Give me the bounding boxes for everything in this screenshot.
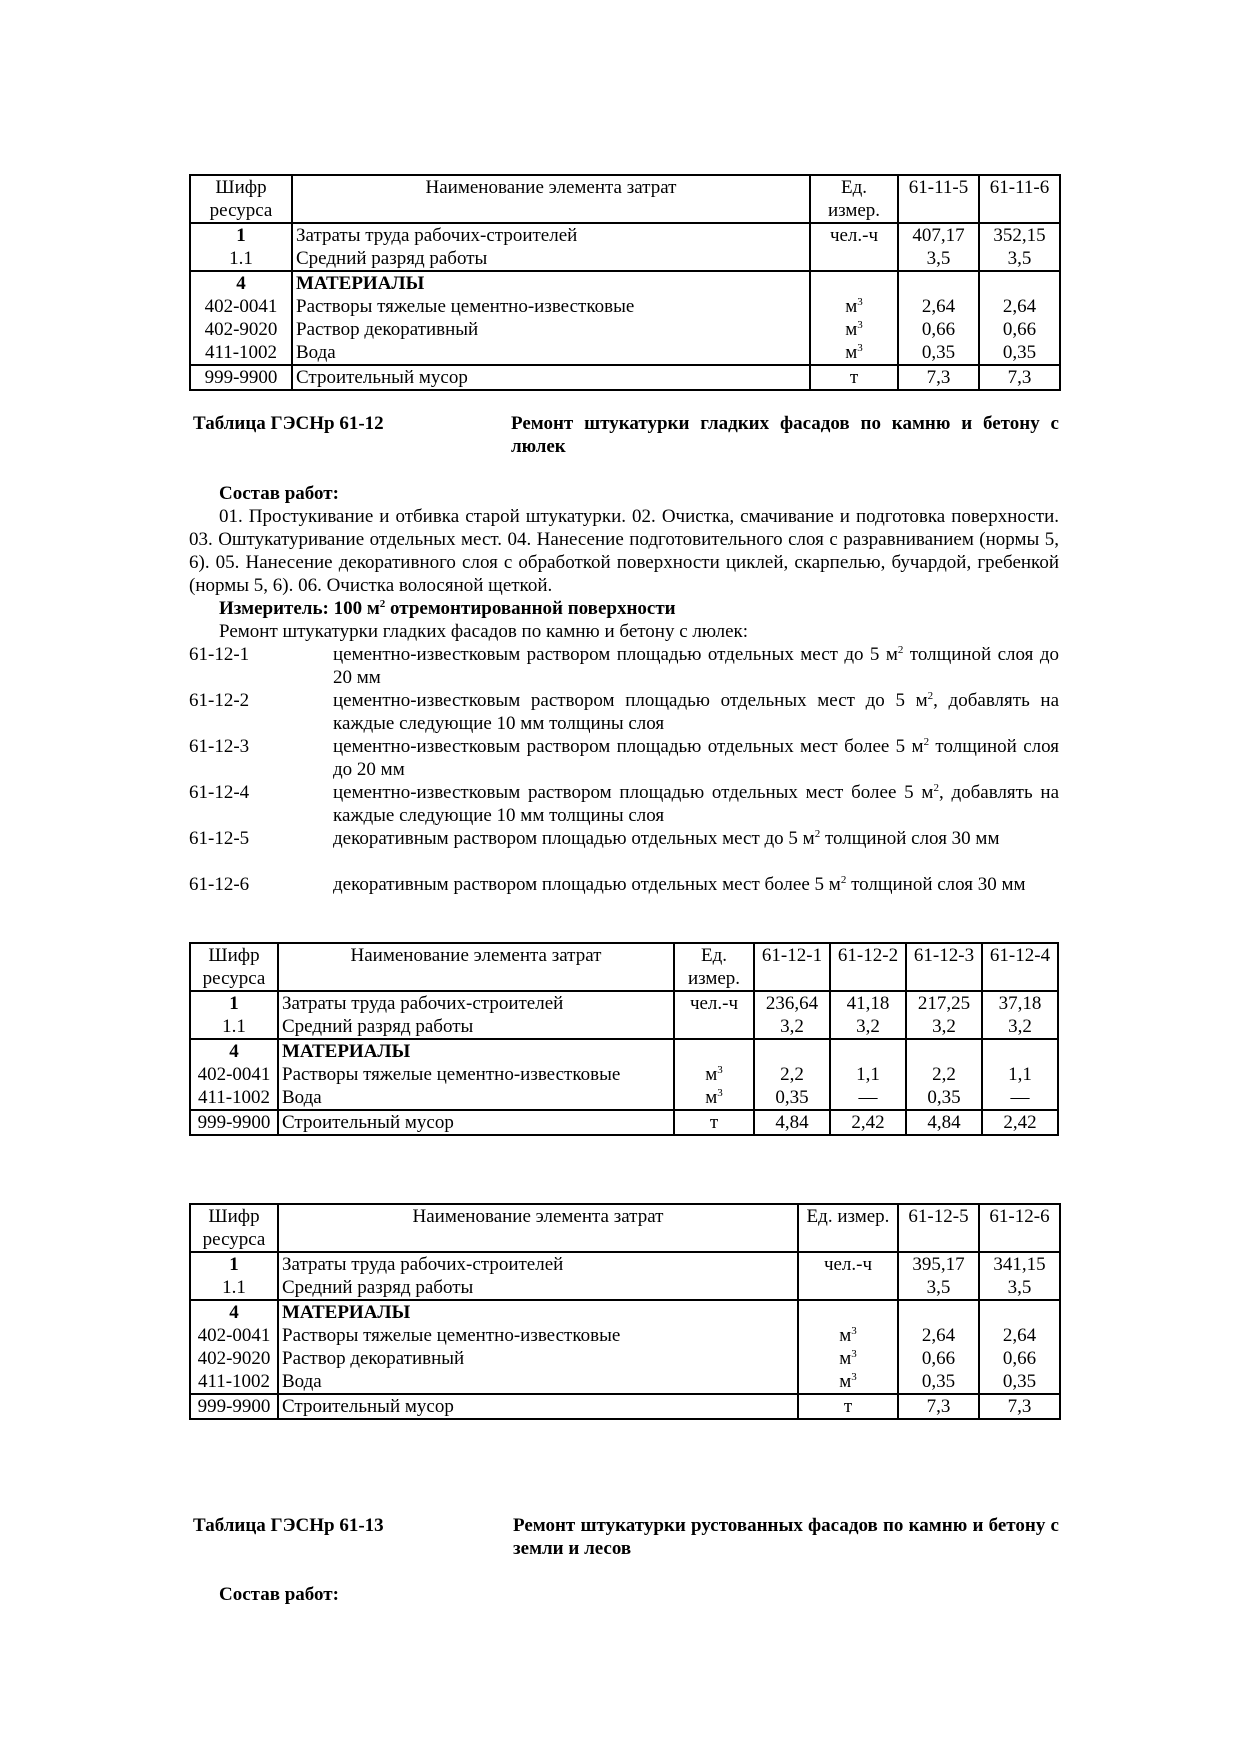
table-row: 4 МАТЕРИАЛЫ (190, 1300, 1060, 1324)
table-label-61-13: Таблица ГЭСНр 61-13 (193, 1515, 384, 1536)
list-item: 61-12-6 декоративным раствором площадью отдельных мест более 5 $м^2$ толщиной слоя 30 мм (189, 874, 1026, 895)
works-heading: Состав работ: (219, 483, 339, 504)
table-row: 402-9020 Раствор декоративный $м^3$ 0,66 0,66 (190, 1347, 1060, 1370)
table-row: 411-1002 Вода $м^3$ 0,35 0,35 (190, 341, 1060, 365)
works-text: 01. Простукивание и отбивка старой штукатурки. 02. Очистка, смачивание и подготовка поверхности. 03. Оштукатуривание отдельных мест. 04. Нанесение подготовительного слоя с разравниванием (нормы 5, 6). 05. Нанесение декоративного слоя с обработкой поверхности циклей, скарпелью, бучардой, гребенкой (нормы 5, 6). 06. Очистка волосяной щеткой. (189, 506, 1059, 596)
table-header-row: Шифр ресурса Наименование элемента затрат Ед. измер. 61-11-5 61-11-6 (190, 175, 1060, 223)
table-row: 402-0041 Растворы тяжелые цементно-известковые $м^3$ 2,64 2,64 (190, 295, 1060, 318)
table-header-row: Шифр ресурса Наименование элемента затрат Ед. измер. 61-12-5 61-12-6 (190, 1204, 1060, 1252)
table-row: 999-9900 Строительный мусор т 7,3 7,3 (190, 1394, 1060, 1419)
table-row: 411-1002 Вода $м^3$ 0,35 0,35 (190, 1370, 1060, 1394)
intro-line: Ремонт штукатурки гладких фасадов по камню и бетону с люлек: (219, 621, 749, 642)
section-title-61-13: Ремонт штукатурки рустованных фасадов по камню и бетону с земли и лесов (513, 1515, 1059, 1559)
table-header-row: Шифр ресурса Наименование элемента затрат Ед. измер. 61-12-1 61-12-2 61-12-3 61-12-4 (190, 943, 1058, 991)
list-item: 61-12-4 цементно-известковым раствором площадью отдельных мест более 5 $м^2$, добавлять на каждые следующие 10 мм толщины слоя (189, 782, 1059, 826)
table-row: 1 Затраты труда рабочих-строителей чел.-ч 395,17 341,15 (190, 1252, 1060, 1276)
table-row: 4 МАТЕРИАЛЫ (190, 1039, 1058, 1063)
list-item: 61-12-2 цементно-известковым раствором площадью отдельных мест до 5 $м^2$, добавлять на каждые следующие 10 мм толщины слоя (189, 690, 1059, 734)
resource-table-61-12-1-4 (189, 942, 1059, 1136)
table-label-61-12: Таблица ГЭСНр 61-12 (193, 413, 384, 434)
table-row: 402-0041 Растворы тяжелые цементно-известковые $м^3$ 2,64 2,64 (190, 1324, 1060, 1347)
list-item: 61-12-1 цементно-известковым раствором площадью отдельных мест до 5 $м^2$ толщиной слоя до 20 мм (189, 644, 1059, 688)
table-row: 999-9900 Строительный мусор т 4,84 2,42 4,84 2,42 (190, 1110, 1058, 1135)
section-title-61-12: Ремонт штукатурки гладких фасадов по камню и бетону с люлек (511, 413, 1059, 457)
table-row: 402-9020 Раствор декоративный $м^3$ 0,66 0,66 (190, 318, 1060, 341)
table-row: 1 Затраты труда рабочих-строителей чел.-ч 236,64 41,18 217,25 37,18 (190, 991, 1058, 1015)
table-row: 1 Затраты труда рабочих-строителей чел.-ч 407,17 352,15 (190, 223, 1060, 247)
table-row: 1.1 Средний разряд работы 3,2 3,2 3,2 3,2 (190, 1015, 1058, 1039)
list-item: 61-12-5 декоративным раствором площадью отдельных мест до 5 $м^2$ толщиной слоя 30 мм (189, 828, 1000, 849)
table-row: 999-9900 Строительный мусор т 7,3 7,3 (190, 365, 1060, 390)
table-row: 411-1002 Вода $м^3$ 0,35 — 0,35 — (190, 1086, 1058, 1110)
table-row: 4 МАТЕРИАЛЫ (190, 271, 1060, 295)
table-row: 1.1 Средний разряд работы 3,5 3,5 (190, 1276, 1060, 1300)
list-item: 61-12-3 цементно-известковым раствором площадью отдельных мест более 5 $м^2$ толщиной слоя до 20 мм (189, 736, 1059, 780)
resource-table-61-12-5-6 (189, 1203, 1061, 1420)
resource-table-61-11 (189, 174, 1061, 391)
table-row: 402-0041 Растворы тяжелые цементно-известковые $м^3$ 2,2 1,1 2,2 1,1 (190, 1063, 1058, 1086)
meter-line: Измеритель: 100 $м^2$ отремонтированной поверхности (219, 598, 676, 619)
table-row: 1.1 Средний разряд работы 3,5 3,5 (190, 247, 1060, 271)
works-heading-61-13: Состав работ: (219, 1584, 339, 1605)
